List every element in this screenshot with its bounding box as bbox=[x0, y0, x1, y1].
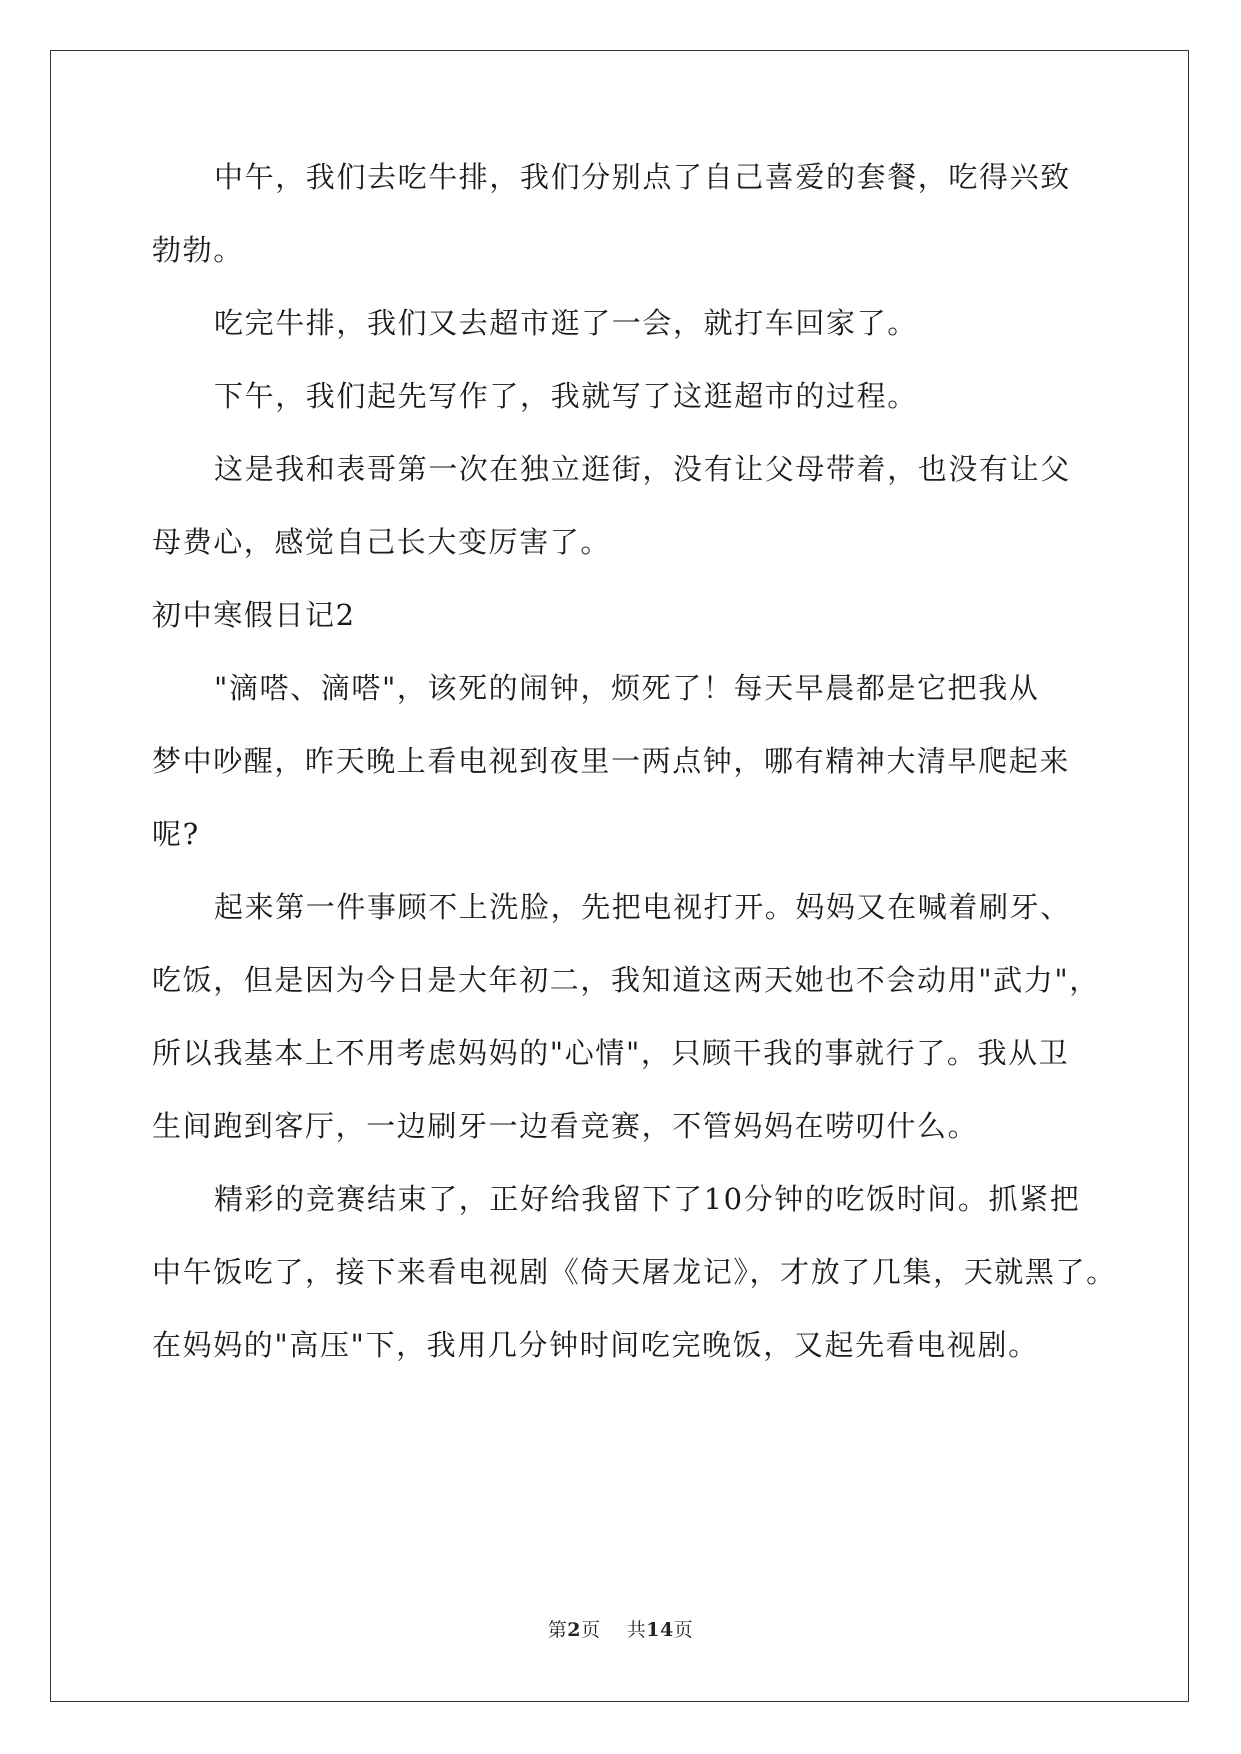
paragraph-line: 呢? bbox=[152, 817, 200, 851]
paragraph-line: 中午饭吃了，接下来看电视剧《倚天屠龙记》，才放了几集，天就黑了。 bbox=[152, 1255, 1117, 1289]
section-heading: 初中寒假日记2 bbox=[152, 598, 356, 632]
paragraph-line: 这是我和表哥第一次在独立逛街，没有让父母带着，也没有让父 bbox=[214, 452, 1071, 486]
total-pages: 共14页 bbox=[626, 1619, 694, 1641]
paragraph-line: 吃完牛排，我们又去超市逛了一会，就打车回家了。 bbox=[214, 306, 918, 340]
paragraph-line: 在妈妈的"高压"下，我用几分钟时间吃完晚饭，又起先看电视剧。 bbox=[152, 1328, 1039, 1362]
paragraph-line: 下午，我们起先写作了，我就写了这逛超市的过程。 bbox=[214, 379, 918, 413]
paragraph-line: 勃勃。 bbox=[152, 233, 244, 267]
page-footer bbox=[0, 1618, 1241, 1642]
paragraph-line: 精彩的竞赛结束了，正好给我留下了10分钟的吃饭时间。抓紧把 bbox=[214, 1182, 1081, 1216]
page-number: 第2页 bbox=[547, 1619, 601, 1641]
paragraph-line: 中午，我们去吃牛排，我们分别点了自己喜爱的套餐，吃得兴致 bbox=[214, 160, 1071, 194]
paragraph-line: 所以我基本上不用考虑妈妈的"心情"，只顾干我的事就行了。我从卫 bbox=[152, 1036, 1070, 1070]
paragraph-line: 起来第一件事顾不上洗脸，先把电视打开。妈妈又在喊着刷牙、 bbox=[214, 890, 1071, 924]
paragraph-line: 生间跑到客厅，一边刷牙一边看竞赛，不管妈妈在唠叨什么。 bbox=[152, 1109, 979, 1143]
page-border bbox=[50, 50, 1189, 1702]
paragraph-line: 吃饭，但是因为今日是大年初二，我知道这两天她也不会动用"武力"， bbox=[152, 963, 1100, 997]
paragraph-line: 母费心，感觉自己长大变厉害了。 bbox=[152, 525, 612, 559]
paragraph-line: "滴嗒、滴嗒"，该死的闹钟，烦死了！每天早晨都是它把我从 bbox=[214, 671, 1040, 705]
paragraph-line: 梦中吵醒，昨天晚上看电视到夜里一两点钟，哪有精神大清早爬起来 bbox=[152, 744, 1071, 778]
